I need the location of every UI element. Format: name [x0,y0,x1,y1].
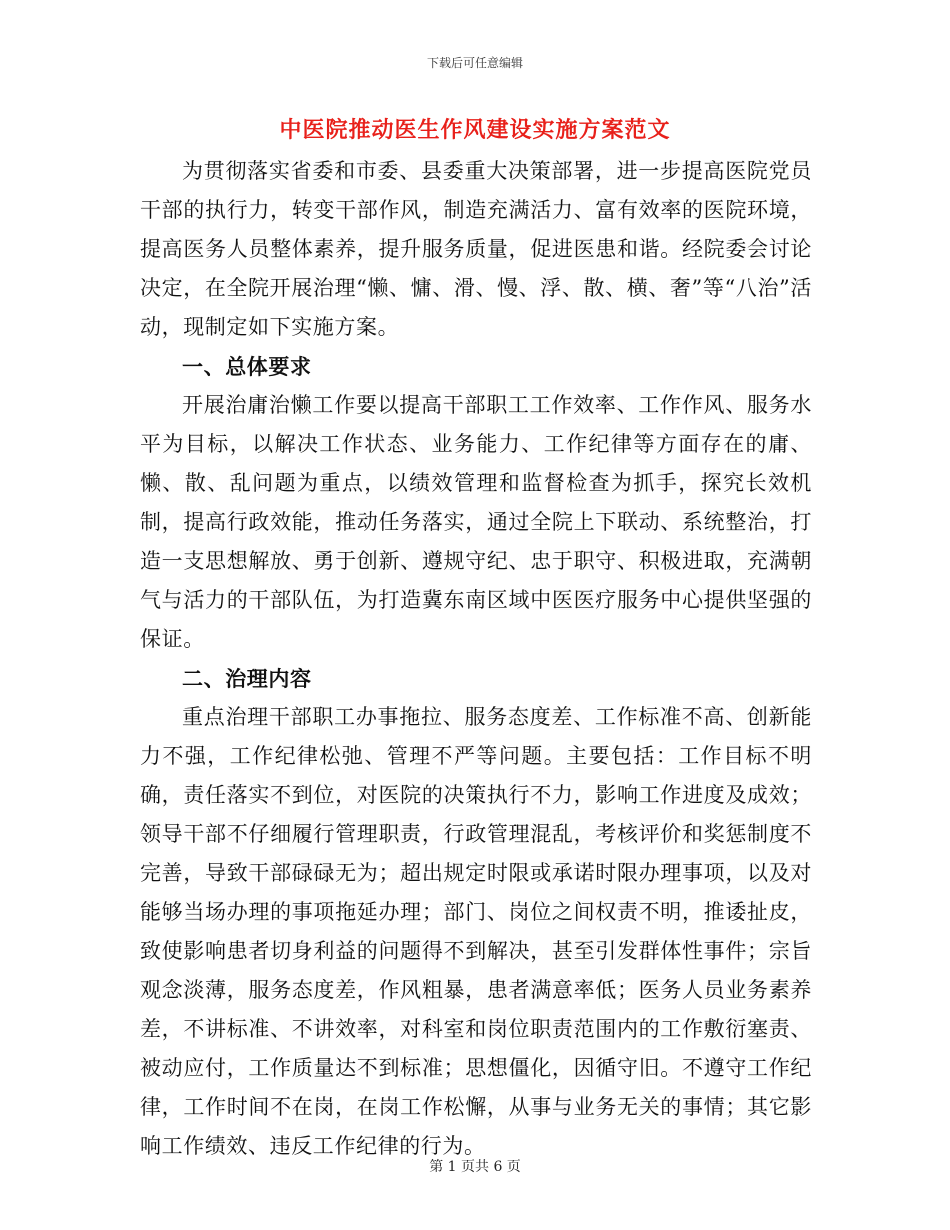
intro-paragraph: 为贯彻落实省委和市委、县委重大决策部署，进一步提高医院党员干部的执行力，转变干部作风，制造充满活力、富有效率的医院环境，提高医务人员整体素养，提升服务质量，促进医患和谐。经院委会讨论决定，在全院开展治理“懒、慵、滑、慢、浮、散、横、奢”等“八治”活动，现制定如下实施方案。 [140,159,812,339]
document-title: 中医院推动医生作风建设实施方案范文 [279,117,671,143]
section-heading-governance-content: 二、治理内容 [182,666,312,691]
page-number: 第 1 页共 6 页 [429,1159,521,1175]
document-body [140,152,812,1166]
section-paragraph-general-requirements: 开展治庸治懒工作要以提高干部职工工作效率、工作作风、服务水平为目标，以解决工作状态、业务能力、工作纪律等方面存在的庸、懒、散、乱问题为重点，以绩效管理和监督检查为抓手，探究长效机制，提高行政效能，推动任务落实，通过全院上下联动、系统整治，打造一支思想解放、勇于创新、遵规守纪、忠于职守、积极进取，充满朝气与活力的干部队伍，为打造冀东南区域中医医疗服务中心提供坚强的保证。 [140,393,812,651]
section-paragraph-governance-content: 重点治理干部职工办事拖拉、服务态度差、工作标准不高、创新能力不强，工作纪律松弛、管理不严等问题。主要包括：工作目标不明确，责任落实不到位，对医院的决策执行不力，影响工作进度及成效；领导干部不仔细履行管理职责，行政管理混乱，考核评价和奖惩制度不完善，导致干部碌碌无为；超出规定时限或承诺时限办理事项，以及对能够当场办理的事项拖延办理；部门、岗位之间权责不明，推诿扯皮，致使影响患者切身利益的问题得不到解决，甚至引发群体性事件；宗旨观念淡薄，服务态度差，作风粗暴，患者满意率低；医务人员业务素养差，不讲标准、不讲效率，对科室和岗位职责范围内的工作敷衍塞责、被动应付，工作质量达不到标准；思想僵化，因循守旧。不遵守工作纪律，工作时间不在岗，在岗工作松懈，从事与业务无关的事情；其它影响工作绩效、违反工作纪律的行为。 [140,705,812,1158]
page-header: 下载后可任意编辑 [426,56,523,70]
section-heading-general-requirements: 一、总体要求 [182,354,312,379]
